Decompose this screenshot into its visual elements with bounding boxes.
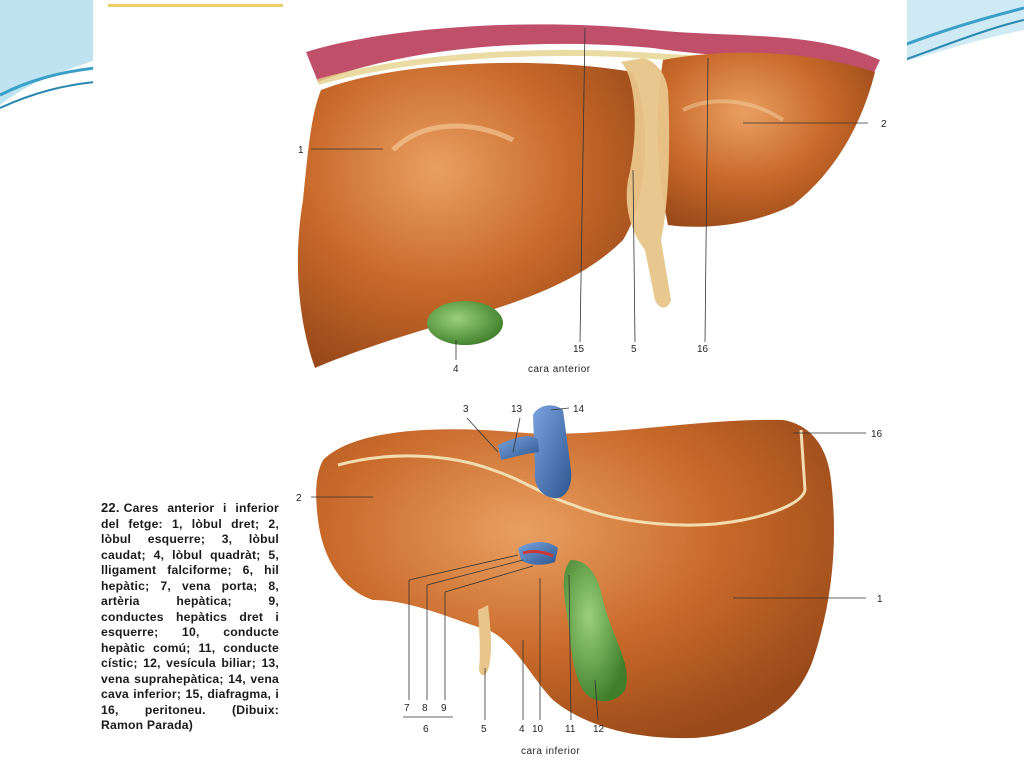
anterior-label-5: 5 (631, 344, 637, 355)
inferior-label-5: 5 (481, 724, 487, 735)
inferior-label-3: 3 (463, 404, 469, 415)
inferior-label-16: 16 (871, 429, 883, 440)
anterior-view (298, 24, 887, 375)
top-rule (108, 4, 283, 7)
inferior-label-2: 2 (296, 493, 302, 504)
inferior-label-9: 9 (441, 703, 447, 714)
anterior-view-title: cara anterior (528, 364, 591, 375)
slide-decoration-right (904, 0, 1024, 70)
slide-decoration-left (0, 0, 95, 130)
inferior-label-11: 11 (565, 724, 576, 735)
inferior-label-6: 6 (423, 724, 429, 735)
inferior-label-14: 14 (573, 404, 585, 415)
gallbladder-anterior (427, 301, 503, 345)
anterior-label-4: 4 (453, 364, 459, 375)
inferior-label-10: 10 (532, 724, 544, 735)
anterior-label-15: 15 (573, 344, 585, 355)
anterior-label-2: 2 (881, 119, 887, 130)
figure-caption (101, 500, 279, 734)
left-lobe (658, 53, 875, 227)
inferior-label-4: 4 (519, 724, 525, 735)
inferior-label-13: 13 (511, 404, 523, 415)
inferior-view (296, 404, 883, 757)
figure-caption-text: Cares anterior i inferior del fetge: 1, lòbul dret; 2, lòbul esquerre; 3, lòbul caudat; 4, lòbul quadràt; 5, lligament falciforme; 6, hil hepàtic; 7, vena porta; 8, artèria hepàtica; 9, conductes hepàtics dret i esquerre; 10, conducte hepàtic comú; 11, conducte cístic; 12, vesícula biliar; 13, vena suprahepàtica; 14, vena cava inferior; 15, diafragma, i 16, peritoneu. (Dibuix: Ramon Parada) (101, 501, 279, 732)
anterior-label-16: 16 (697, 344, 709, 355)
anterior-label-1: 1 (298, 145, 304, 156)
round-ligament (478, 605, 491, 675)
inferior-label-8: 8 (422, 703, 428, 714)
inferior-view-title: cara inferior (521, 746, 581, 757)
inferior-label-12: 12 (593, 724, 605, 735)
inferior-label-1: 1 (877, 594, 883, 605)
book-page (93, 0, 907, 768)
inferior-label-7: 7 (404, 703, 410, 714)
figure-number: 22. (101, 500, 120, 515)
